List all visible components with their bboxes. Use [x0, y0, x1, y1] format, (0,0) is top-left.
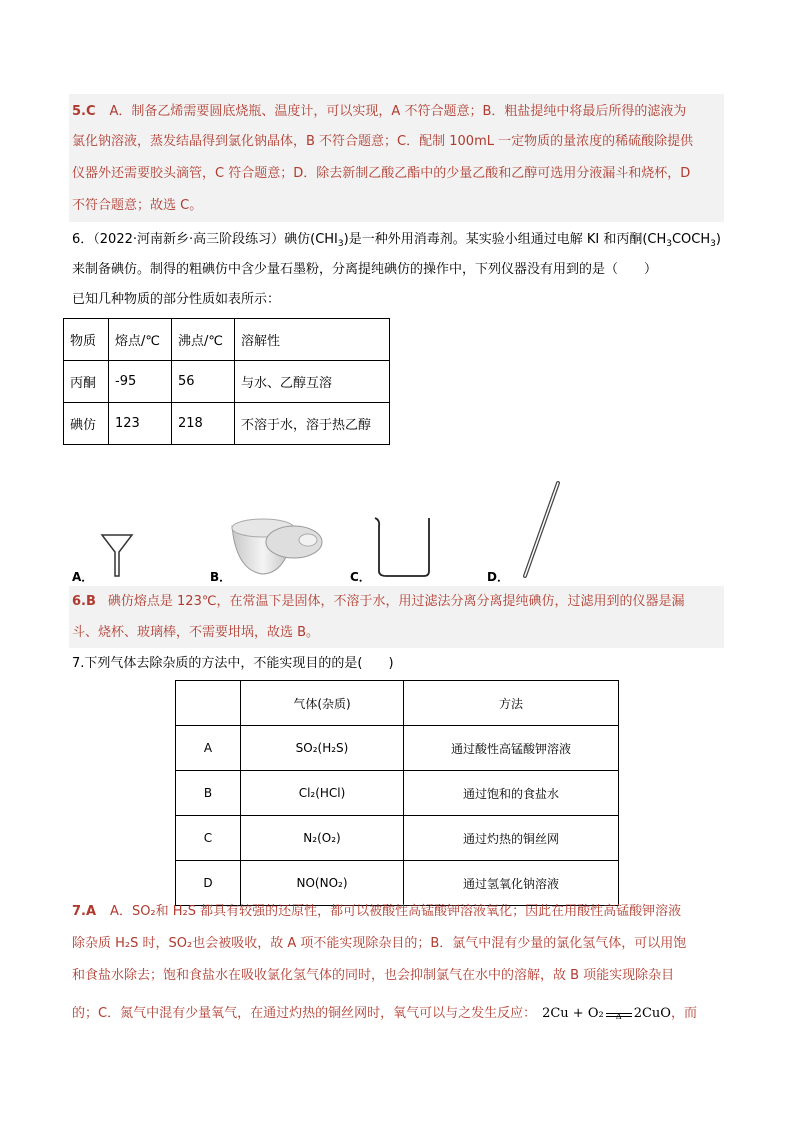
option-a-label: A． — [72, 570, 94, 584]
crucible-icon — [228, 512, 328, 578]
q7-answer-line-4: 的；C．氮气中混有少量氧气，在通过灼热的铜丝网时，氧气可以与之发生反应： 2Cu + O₂ Δ 2CuO，而 — [72, 1006, 697, 1021]
q6-stem-line-1: 6．（2022·河南新乡·高三阶段练习）碘仿$(CHI_3)$是一种外用消毒剂。某实验小组通过电解 KI 和丙酮$(CH_3COCH_3)$ — [72, 232, 721, 249]
q7-answer-line-1: 7.A A．SO₂和 H₂S 都具有较强的还原性，都可以被酸性高锰酸钾溶液氧化；因此在用酸性高锰酸钾溶液 — [72, 904, 682, 919]
table-header-row: 气体(杂质) 方法 — [176, 681, 619, 726]
q6-answer-line-2: 斗、烧杯、玻璃棒，不需要坩埚，故选 B。 — [72, 625, 320, 640]
q5-answer-line-3: 仪器外还需要胶头滴管，C 符合题意；D．除去新制乙酸乙酯中的少量乙酸和乙醇可选用分液漏斗和烧杯，D — [72, 166, 691, 181]
table-row: 碘仿 123 218 不溶于水，溶于热乙醇 — [64, 403, 390, 445]
funnel-icon — [100, 532, 134, 578]
q7-methods-table — [175, 680, 619, 906]
q7-answer-label: 7.A — [72, 904, 97, 919]
q5-answer-line-1: 5.C A．制备乙烯需要圆底烧瓶、温度计，可以实现，A 不符合题意；B．粗盐提纯中将最后所得的滤液为 — [72, 104, 687, 119]
table-row: B Cl₂(HCl) 通过饱和的食盐水 — [176, 771, 619, 816]
q6-properties-table — [63, 318, 390, 445]
q6-stem-line-3: 已知几种物质的部分性质如表所示： — [72, 292, 281, 307]
beaker-icon — [372, 514, 434, 578]
option-b-label: B． — [210, 570, 232, 584]
q6-stem-line-2: 来制备碘仿。制得的粗碘仿中含少量石墨粉，分离提纯碘仿的操作中，下列仪器没有用到的是（ ） — [72, 262, 658, 277]
table-row: D NO(NO₂) 通过氢氧化钠溶液 — [176, 861, 619, 906]
table-row: 丙酮 -95 56 与水、乙醇互溶 — [64, 361, 390, 403]
q5-answer-line-4: 不符合题意；故选 C。 — [72, 198, 203, 213]
q7-answer-line-2: 除杂质 H₂S 时，SO₂也会被吸收，故 A 项不能实现除杂目的；B．氯气中混有少量的氯化氢气体，可以用饱 — [72, 936, 687, 951]
glass-rod-icon — [518, 480, 564, 580]
option-c-label: C． — [350, 570, 371, 584]
equation: 2Cu + O₂ Δ 2CuO — [542, 1006, 671, 1021]
table-row: A SO₂(H₂S) 通过酸性高锰酸钾溶液 — [176, 726, 619, 771]
q5-answer-label: 5.C — [72, 104, 96, 119]
table-header-row: 物质 熔点/℃ 沸点/℃ 溶解性 — [64, 319, 390, 361]
q6-answer-label: 6.B — [72, 594, 96, 609]
q7-answer-line-3: 和食盐水除去；饱和食盐水在吸收氯化氢气体的同时，也会抑制氯气在水中的溶解，故 B 项能实现除杂目 — [72, 968, 675, 983]
q6-answer-line-1: 6.B 碘仿熔点是 123℃，在常温下是固体，不溶于水，用过滤法分离分离提纯碘仿，过滤用到的仪器是漏 — [72, 594, 685, 609]
option-d-label: D． — [487, 570, 509, 584]
q7-stem: 7.下列气体去除杂质的方法中，不能实现目的的是( ) — [72, 656, 394, 671]
q5-answer-line-2: 氯化钠溶液，蒸发结晶得到氯化钠晶体，B 不符合题意；C．配制 100mL 一定物质的量浓度的稀硫酸除提供 — [72, 134, 694, 149]
table-row: C N₂(O₂) 通过灼热的铜丝网 — [176, 816, 619, 861]
